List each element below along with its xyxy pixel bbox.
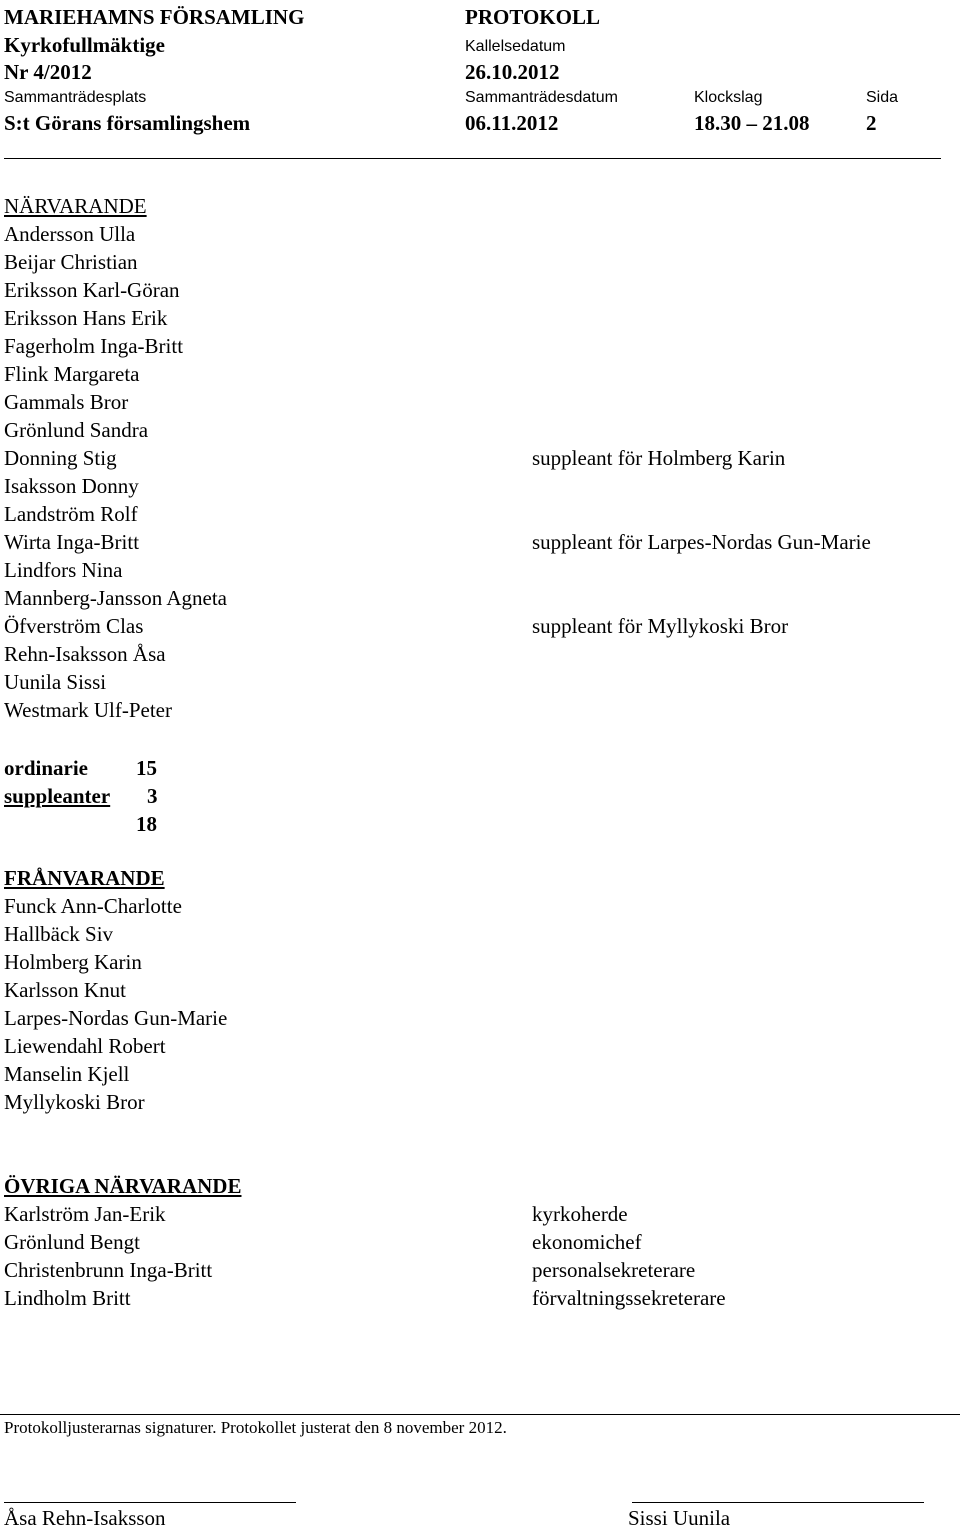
signature-line-left <box>4 1502 296 1503</box>
total-count: 18 <box>136 812 157 836</box>
list-item: Beijar Christian <box>4 250 138 274</box>
absent-list <box>4 892 227 1116</box>
other-person-role: förvaltningssekreterare <box>532 1286 726 1310</box>
list-item: Landström Rolf <box>4 502 138 526</box>
present-heading: NÄRVARANDE <box>4 194 147 218</box>
list-item: Lindfors Nina <box>4 558 123 582</box>
other-person-role: personalsekreterare <box>532 1258 696 1282</box>
substitute-note: suppleant för Holmberg Karin <box>532 446 786 470</box>
time-label: Klockslag <box>694 89 763 106</box>
list-item: Andersson Ulla <box>4 222 136 246</box>
other-person-name: Christenbrunn Inga-Britt <box>4 1258 213 1282</box>
footer-divider <box>0 1414 960 1415</box>
list-item: Flink Margareta <box>4 362 140 386</box>
other-person-name: Lindholm Britt <box>4 1286 131 1310</box>
other-person-role: ekonomichef <box>532 1230 642 1254</box>
meeting-number: Nr 4/2012 <box>4 60 92 84</box>
list-item: Grönlund Sandra <box>4 418 149 442</box>
list-item: Gammals Bror <box>4 390 129 414</box>
kallelse-label: Kallelsedatum <box>465 38 566 55</box>
list-item: Liewendahl Robert <box>4 1034 166 1058</box>
list-item: Holmberg Karin <box>4 950 142 974</box>
place-label: Sammanträdesplats <box>4 89 147 106</box>
org-name: MARIEHAMNS FÖRSAMLING <box>4 5 305 29</box>
meeting-date: 06.11.2012 <box>465 111 559 135</box>
substitutes-row <box>4 784 160 808</box>
document-type: PROTOKOLL <box>465 5 600 29</box>
kallelse-date: 26.10.2012 <box>465 60 560 84</box>
meeting-time: 18.30 – 21.08 <box>694 111 810 135</box>
list-item: Donning Stig <box>4 446 117 470</box>
list-item: Eriksson Hans Erik <box>4 306 168 330</box>
list-item: Westmark Ulf-Peter <box>4 698 172 722</box>
substitute-note: suppleant för Larpes-Nordas Gun-Marie <box>532 530 871 554</box>
absent-heading: FRÅNVARANDE <box>4 866 165 890</box>
signer-right: Sissi Uunila <box>628 1506 731 1530</box>
list-item: Rehn-Isaksson Åsa <box>4 642 166 666</box>
signature-line-right <box>632 1502 924 1503</box>
substitutes-label: suppleanter <box>4 784 111 808</box>
date-label: Sammanträdesdatum <box>465 89 618 106</box>
list-item: Uunila Sissi <box>4 670 107 694</box>
header-divider <box>4 158 941 159</box>
list-item: Manselin Kjell <box>4 1062 130 1086</box>
other-person-role: kyrkoherde <box>532 1202 628 1226</box>
list-item: Wirta Inga-Britt <box>4 530 140 554</box>
page-number: 2 <box>866 111 877 135</box>
list-item: Mannberg-Jansson Agneta <box>4 586 227 610</box>
list-item: Karlsson Knut <box>4 978 126 1002</box>
list-item: Eriksson Karl-Göran <box>4 278 180 302</box>
other-person-name: Grönlund Bengt <box>4 1230 140 1254</box>
list-item: Isaksson Donny <box>4 474 139 498</box>
page-label: Sida <box>866 89 899 106</box>
signer-left: Åsa Rehn-Isaksson <box>4 1506 166 1530</box>
present-list <box>4 220 227 724</box>
other-person-name: Karlström Jan-Erik <box>4 1202 166 1226</box>
signature-note: Protokolljusterarnas signaturer. Protokollet justerat den 8 november 2012. <box>4 1418 507 1437</box>
list-item: Myllykoski Bror <box>4 1090 145 1114</box>
list-item: Öfverström Clas <box>4 614 144 638</box>
substitute-note: suppleant för Myllykoski Bror <box>532 614 789 638</box>
substitutes-count: 3 <box>147 784 158 808</box>
list-item: Funck Ann-Charlotte <box>4 894 182 918</box>
list-item: Larpes-Nordas Gun-Marie <box>4 1006 228 1030</box>
list-item: Fagerholm Inga-Britt <box>4 334 184 358</box>
meeting-place: S:t Görans församlingshem <box>4 111 251 135</box>
ordinary-count: 15 <box>136 756 157 780</box>
body-name: Kyrkofullmäktige <box>4 33 165 57</box>
ordinary-label: ordinarie <box>4 756 88 780</box>
others-heading: ÖVRIGA NÄRVARANDE <box>4 1174 242 1198</box>
list-item: Hallbäck Siv <box>4 922 114 946</box>
